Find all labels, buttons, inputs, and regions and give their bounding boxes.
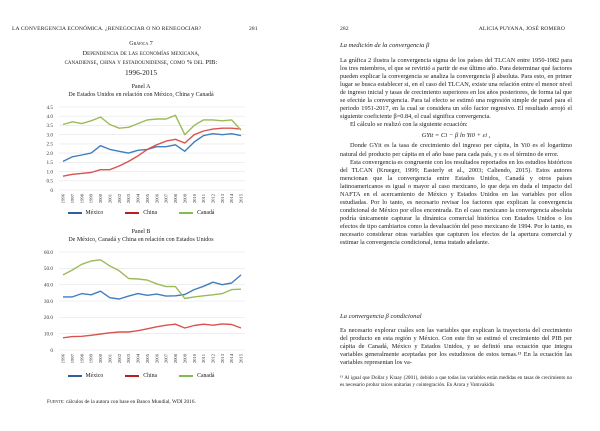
source-text: : cálculos de la autora con base en Banco Mundial, WDI 2016. xyxy=(63,399,196,405)
x-tick-label: 1997 xyxy=(69,354,75,364)
x-tick-label: 1996 xyxy=(60,354,66,364)
y-tick-label: 10.0 xyxy=(43,331,53,338)
paragraph-4: Esta convergencia es congruente con los resultados reportados en los estudios históricos del TLCAN (Krueger, 1999; Easterly et al., 2003; Caliendo, 2015). Estos autores mencionan que la convergencia entre Estados Unidos, Canadá y otros países latinoamericanos es igual o mayor al caso mexicano, lo que deja en duda el impacto del NAFTA en el acercamiento de México y Estados Unidos en las variables por ellos estudiadas. Por lo tanto, es necesario revisar los factores que explican la convergencia condicional de México por ellos encontrada. En el caso mexicano la convergencia absoluta podría únicamente capturar la dinámica comercial histórica con Estados Unidos o los efectos de tipo cambiarios como la devaluación del peso mexicano de 1994. Por lo tanto, es necesario considerar otras variables que capturen los efectos de la apertura comercial y estimar la convergencia condicional, tema tratado adelante. xyxy=(340,158,572,247)
body-text-block-2 xyxy=(340,327,572,367)
page-number-left: 281 xyxy=(249,26,258,32)
legend-item-china: China xyxy=(125,210,157,216)
panel-b-chart xyxy=(0,246,290,378)
x-tick-label: 2007 xyxy=(163,354,169,364)
body-text-block-1 xyxy=(340,57,572,247)
source-label: Fuente xyxy=(47,399,64,405)
x-tick-label: 2015 xyxy=(238,194,244,204)
series-line-china xyxy=(63,128,241,176)
y-tick-label: 0.5 xyxy=(46,178,53,185)
series-line-canad xyxy=(63,260,241,299)
figure-title-line1: Dependencia de las economías mexicana, xyxy=(82,50,200,57)
y-tick-label: 20.0 xyxy=(43,315,53,322)
y-tick-label: 0 xyxy=(50,187,53,194)
x-tick-label: 2001 xyxy=(107,194,113,204)
y-tick-label: 3.5 xyxy=(46,123,53,130)
right-page xyxy=(300,0,600,431)
legend-swatch-canada xyxy=(179,212,193,213)
running-head-title: LA CONVERGENCIA ECONÓMICA. ¿RENEGOCIAR O NO RENEGOCIAR? xyxy=(12,26,202,32)
x-tick-label: 1999 xyxy=(88,194,94,204)
x-tick-label: 2004 xyxy=(135,194,141,204)
y-tick-label: 4.0 xyxy=(46,114,53,121)
figure-years: 1996-2015 xyxy=(124,68,158,77)
legend-swatch-china xyxy=(125,212,139,213)
x-tick-label: 2012 xyxy=(210,194,216,204)
series-line-china xyxy=(63,324,241,338)
x-tick-label: 2009 xyxy=(182,354,188,364)
figure-title-line2: canadiense, china y estadounidense, como % del PIB: xyxy=(64,59,218,66)
y-tick-label: 2.5 xyxy=(46,141,53,148)
x-tick-label: 1996 xyxy=(60,194,66,204)
x-tick-label: 2000 xyxy=(98,194,104,204)
y-tick-label: 30.0 xyxy=(43,298,53,305)
x-tick-label: 2002 xyxy=(116,354,122,364)
x-tick-label: 2014 xyxy=(229,354,235,364)
series-line-mxico xyxy=(63,275,241,299)
panel-a-chart xyxy=(0,100,290,218)
figure-label: Gráfica 7 xyxy=(129,41,153,47)
y-tick-label: 40.0 xyxy=(43,282,53,289)
x-tick-label: 2006 xyxy=(154,194,160,204)
x-tick-label: 2003 xyxy=(126,194,132,204)
x-tick-label: 2010 xyxy=(191,194,197,204)
x-tick-label: 2009 xyxy=(182,194,188,204)
x-tick-label: 2001 xyxy=(107,354,113,364)
x-tick-label: 2015 xyxy=(238,354,244,364)
page-number-right: 282 xyxy=(340,26,349,32)
series-line-canad xyxy=(63,115,241,134)
panel-b-subtitle: De México, Canadá y China en relación con Estados Unidos xyxy=(68,237,214,243)
y-tick-label: 2.0 xyxy=(46,150,53,157)
legend-item-china: China xyxy=(125,373,157,379)
legend-item-canada: Canadá xyxy=(179,210,214,216)
legend-swatch-china xyxy=(125,375,139,376)
footnote-13: ¹³ Al igual que Dollar y Kraay (2001), debido a que todas las variables están medidas en tasas de crecimiento no es necesario probar raíces unitarias y cointegración. En Arora y Vamvakidis xyxy=(340,375,572,388)
panel-b-legend xyxy=(0,373,282,379)
section-heading-beta-measurement: La medición de la convergencia β xyxy=(340,42,430,49)
legend-swatch-mexico xyxy=(68,212,82,213)
x-tick-label: 1998 xyxy=(79,194,85,204)
paragraph-2: El cálculo se realizó con la siguiente ecuación: xyxy=(350,121,468,129)
y-tick-label: 50.0 xyxy=(43,266,53,273)
y-tick-label: 0 xyxy=(50,347,53,354)
x-tick-label: 2012 xyxy=(210,354,216,364)
x-tick-label: 1998 xyxy=(79,354,85,364)
y-tick-label: 3.0 xyxy=(46,132,53,139)
y-tick-label: 4.5 xyxy=(46,104,53,111)
x-tick-label: 1997 xyxy=(69,194,75,204)
y-tick-label: 1.5 xyxy=(46,160,53,167)
paragraph-5: Es necesario explorar cuáles son las variables que explican la trayectoria del crecimiento del producto en esta región y México. Con este fin se estimó el crecimiento del PIB per cápita de Canadá, México y Estados Unidos, y se definió una ecuación que integra variables generalmente aceptadas por los estudiosos de estos temas.¹³ En la ecuación las variables representan los va- xyxy=(340,327,572,367)
x-tick-label: 2008 xyxy=(173,194,179,204)
panel-b-label: Panel B xyxy=(131,229,151,235)
y-tick-label: 60.0 xyxy=(43,249,53,256)
section-heading-conditional-beta: La convergencia β condicional xyxy=(340,313,422,320)
x-tick-label: 2013 xyxy=(219,354,225,364)
y-tick-label: 1.0 xyxy=(46,169,53,176)
x-tick-label: 2011 xyxy=(201,194,207,204)
x-tick-label: 2002 xyxy=(116,194,122,204)
x-tick-label: 2007 xyxy=(163,194,169,204)
x-tick-label: 2008 xyxy=(173,354,179,364)
x-tick-label: 2005 xyxy=(144,354,150,364)
figure-title xyxy=(0,49,282,67)
x-tick-label: 2003 xyxy=(126,354,132,364)
x-tick-label: 2005 xyxy=(144,194,150,204)
x-tick-label: 2006 xyxy=(154,354,160,364)
legend-item-mexico: México xyxy=(68,373,104,379)
figure-source xyxy=(47,399,196,405)
legend-item-mexico: México xyxy=(68,210,104,216)
legend-swatch-mexico xyxy=(68,375,82,376)
x-tick-label: 2000 xyxy=(98,354,104,364)
panel-a-subtitle: De Estados Unidos en relación con México, China y Canadá xyxy=(68,92,214,98)
legend-item-canada: Canadá xyxy=(179,373,214,379)
panel-a-legend xyxy=(0,210,282,216)
x-tick-label: 2004 xyxy=(135,354,141,364)
legend-swatch-canada xyxy=(179,375,193,376)
paragraph-3: Donde GYit es la tasa de crecimiento del ingreso per cápita, ln Yi0 es el logaritmo natural del producto per cápita en el año base para cada país, y ε es el término de error. xyxy=(340,142,572,158)
x-tick-label: 2010 xyxy=(191,354,197,364)
running-head-authors: ALICIA PUYANA, JOSÉ ROMERO xyxy=(478,26,565,32)
x-tick-label: 2011 xyxy=(201,354,207,364)
x-tick-label: 2013 xyxy=(219,194,225,204)
paragraph-1: La gráfica 2 ilustra la convergencia sigma de los países del TLCAN entre 1950-1982 para los tres miembros, el que se revirtió a partir de ese último año. Para determinar qué factores pueden explicar la convergencia se analiza la convergencia β absoluta. Para esto, en primer lugar se busca establecer si, en el caso del TLCAN, existe una relación entre el menor nivel de ingreso inicial y tasas de crecimiento superiores en los años posteriores, de forma tal que se efectúe la convergencia. Para tal efecto se estimó una regresión simple de panel para el periodo 1951-2017, en la cual se considera un sólo factor regresivo. El resultado arrojó el siguiente coeficiente β=0.84, el cual significa convergencia. xyxy=(340,57,572,121)
x-tick-label: 1999 xyxy=(88,354,94,364)
x-tick-label: 2014 xyxy=(229,194,235,204)
panel-a-label: Panel A xyxy=(131,84,151,90)
equation: GYit = Ci − β ln Yi0 + εi , xyxy=(421,132,491,140)
